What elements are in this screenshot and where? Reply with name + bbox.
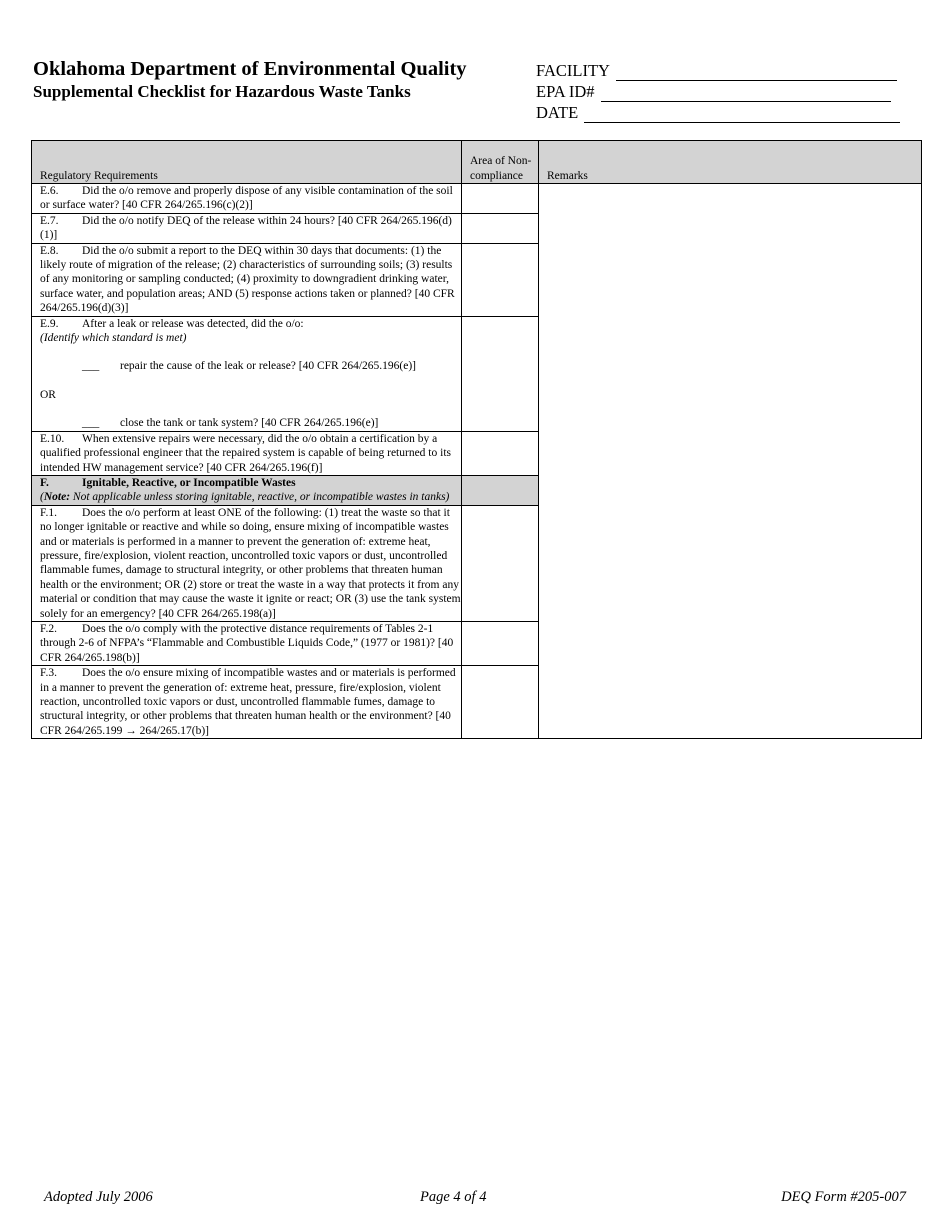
noncompliance-cell-f2[interactable] bbox=[462, 621, 539, 665]
page-subtitle: Supplemental Checklist for Hazardous Waste Tanks bbox=[33, 82, 411, 101]
header-title-block bbox=[33, 57, 467, 103]
e9-option-close: ___ close the tank or tank system? [40 CFR 264/265.196(e)] bbox=[40, 416, 461, 430]
noncompliance-column-header: Area of Non-compliance bbox=[462, 141, 539, 184]
epa-id-blank[interactable] bbox=[601, 87, 891, 102]
requirement-e7: E.7. Did the o/o notify DEQ of the release within 24 hours? [40 CFR 264/265.196(d)(1)] bbox=[32, 213, 462, 243]
footer-form-number: DEQ Form #205-007 bbox=[781, 1189, 906, 1205]
requirement-f2: F.2. Does the o/o comply with the protective distance requirements of Tables 2-1 through 2-6 of NFPA’s “Flammable and Combustible Liquids Code,” (1977 or 1981)? [40 CFR 264/265.198(b)] bbox=[32, 621, 462, 665]
date-label: DATE bbox=[536, 103, 579, 122]
noncompliance-cell-e6[interactable] bbox=[462, 184, 539, 214]
requirements-column-header: Regulatory Requirements bbox=[32, 141, 462, 184]
noncompliance-cell-e10[interactable] bbox=[462, 431, 539, 475]
table-header-row bbox=[32, 141, 922, 184]
facility-blank[interactable] bbox=[616, 66, 897, 81]
requirement-e10: E.10. When extensive repairs were necessary, did the o/o obtain a certification by a qualified professional engineer that the repaired system is capable of being returned to its intended HW management service? [40 CFR 264/265.196(f)] bbox=[32, 431, 462, 475]
noncompliance-cell-f1[interactable] bbox=[462, 505, 539, 621]
e9-option-close-blank[interactable]: ___ bbox=[82, 417, 100, 430]
date-field bbox=[536, 102, 906, 123]
footer-adopted: Adopted July 2006 bbox=[44, 1189, 153, 1205]
footer-page-number: Page 4 of 4 bbox=[420, 1189, 487, 1205]
checklist-table bbox=[31, 140, 922, 739]
e9-option-repair-blank[interactable]: ___ bbox=[82, 360, 100, 373]
e9-or: OR bbox=[40, 388, 56, 401]
header-fields bbox=[536, 60, 906, 123]
noncompliance-cell-e8[interactable] bbox=[462, 243, 539, 316]
epa-id-field bbox=[536, 81, 906, 102]
requirement-e6: E.6. Did the o/o remove and properly dispose of any visible contamination of the soil or surface water? [40 CFR 264/265.196(c)(2)] bbox=[32, 184, 462, 214]
page-title: Oklahoma Department of Environmental Quality bbox=[33, 58, 467, 80]
e9-note: (Identify which standard is met) bbox=[40, 332, 187, 345]
requirement-f3: F.3. Does the o/o ensure mixing of incompatible wastes and or materials is performed in a manner to prevent the generation of: extreme heat, pressure, fire/explosion, violent reaction, uncontrolled toxic vapors or dust, uncontrolled flammable fumes, damage to structural integrity, or other problems that threaten human health or the environment? [40 CFR 264/265.199 → 264/265.17(b)] bbox=[32, 666, 462, 739]
noncompliance-cell-e9[interactable] bbox=[462, 316, 539, 431]
requirement-f1: F.1. Does the o/o perform at least ONE of the following: (1) treat the waste so that it no longer ignitable or reactive and while so doing, ensure mixing of incompatible wastes and or materials is performed in a manner to prevent the generation of: extreme heat, pressure, fire/explosion, violent reaction, uncontrolled toxic vapors or dust, uncontrolled flammable fumes, damage to structural integrity, or other problems that threaten human health or the environment; OR (2) store or treat the waste in a way that protects it from any material or condition that may cause the waste it ignite or react; OR (3) use the tank system solely for an emergency? [40 CFR 264/265.198(a)] bbox=[32, 505, 462, 621]
noncompliance-cell-f3[interactable] bbox=[462, 666, 539, 739]
requirement-e8: E.8. Did the o/o submit a report to the DEQ within 30 days that documents: (1) the likely route of migration of the release; (2) characteristics of surrounding soils; (3) results of any monitoring or sampling conducted; (4) proximity to downgradient drinking water, surface water, and population areas; AND (5) response actions taken or planned? [40 CFR 264/265.196(d)(3)] bbox=[32, 243, 462, 316]
epa-id-label: EPA ID# bbox=[536, 82, 595, 101]
date-blank[interactable] bbox=[584, 108, 900, 123]
noncompliance-cell-e7[interactable] bbox=[462, 213, 539, 243]
facility-field bbox=[536, 60, 906, 81]
section-f-title: Ignitable, Reactive, or Incompatible Wastes bbox=[82, 476, 296, 489]
section-f-heading: F. Ignitable, Reactive, or Incompatible Wastes (Note: Not applicable unless storing ignitable, reactive, or incompatible wastes in tanks) bbox=[32, 475, 462, 505]
section-f-note: (Note: Not applicable unless storing ignitable, reactive, or incompatible wastes in tanks) bbox=[40, 491, 450, 504]
facility-label: FACILITY bbox=[536, 61, 610, 80]
e9-option-repair: ___ repair the cause of the leak or release? [40 CFR 264/265.196(e)] bbox=[40, 359, 461, 373]
remarks-column-header: Remarks bbox=[539, 141, 922, 184]
noncompliance-cell-f bbox=[462, 475, 539, 505]
remarks-cell[interactable] bbox=[539, 184, 922, 739]
table-row bbox=[32, 184, 922, 214]
requirement-e9: E.9. After a leak or release was detected, did the o/o: (Identify which standard is met) ___ repair the cause of the leak or release? [40 CFR 264/265.196(e)] OR ___ close the tank or tank system? [40 CFR 264/265.196(e)] bbox=[32, 316, 462, 431]
